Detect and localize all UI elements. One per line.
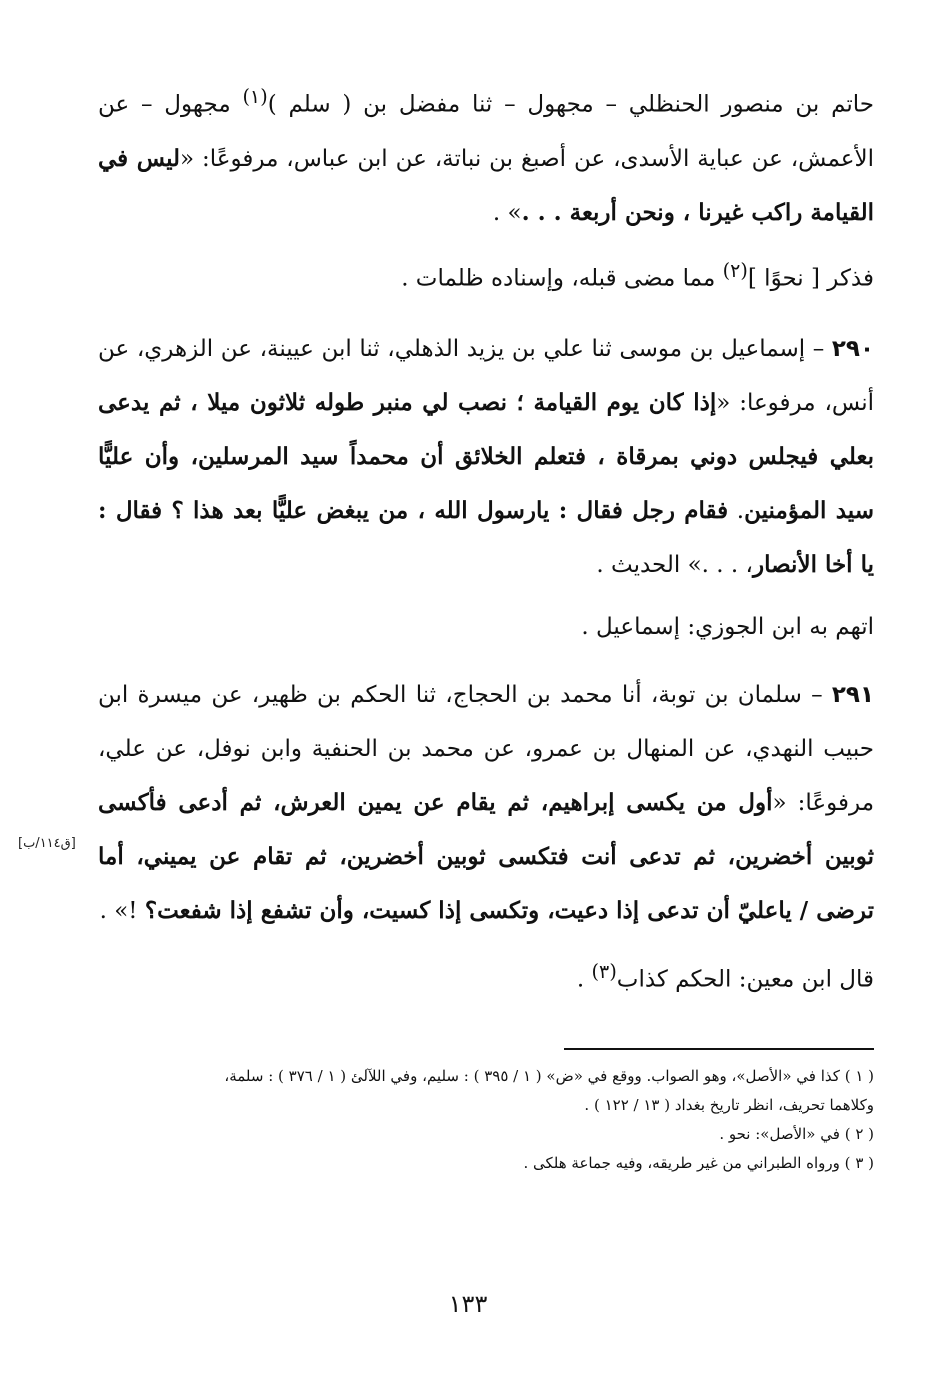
manuscript-folio-note: [ق١١٤/ب]	[18, 836, 76, 851]
hadith-number: ٢٩١	[831, 682, 874, 708]
paragraph-comment	[98, 600, 874, 654]
text: – إسماعيل بن موسى ثنا علي بن يزيد الذهلي، ثنا ابن عيينة، عن الزهري، عن أنس، مرفوعا: «	[98, 336, 874, 416]
hadith-text: ليس في القيامة راكب غيرنا ، ونحن أربعة . . .	[98, 144, 874, 226]
text: قال ابن معين: الحكم كذاب	[616, 966, 874, 993]
footnotes	[94, 1062, 874, 1178]
footnote-3: ( ٣ ) ورواه الطبراني من غير طريقه، وفيه جماعة هلكى .	[523, 1154, 874, 1172]
text: حاتم بن منصور الحنظلي – مجهول – ثنا مفضل بن ( سلم )	[267, 91, 875, 118]
footnote-1-continued: وكلاهما تحريف، انظر تاريخ بغداد ( ١٣ / ١٢٢ ) .	[584, 1096, 874, 1114]
text: اتهم به ابن الجوزي: إسماعيل .	[581, 614, 874, 640]
footnote-divider	[564, 1048, 874, 1050]
footnote-marker-2: (٢)	[722, 259, 748, 282]
text: .	[576, 966, 592, 993]
hadith-number: ٢٩٠	[831, 336, 874, 362]
footnote-marker-1: (١)	[242, 85, 268, 108]
text: مجهول – عن الأعمش، عن عباية الأسدى، عن أصبغ بن نباتة، عن ابن عباس، مرفوعًا: «	[98, 91, 874, 172]
paragraph-hadith-290	[98, 322, 874, 592]
text: فذكر [ نحوًا ]	[747, 265, 874, 292]
paragraph-comment	[98, 244, 874, 306]
hadith-text: فقام رجل فقال : يارسول الله ، من يبغض عليًّا بعد هذا ؟ فقال : يا أخا الأنصار	[98, 497, 874, 578]
footnote-marker-3: (٣)	[591, 960, 617, 983]
paragraph-hadith-291	[98, 668, 874, 938]
text: ، . . .» الحديث .	[596, 552, 753, 578]
paragraph-comment	[98, 945, 874, 1007]
hadith-text: أول من يكسى إبراهيم، ثم يقام عن يمين العرش، ثم أدعى فأكسى ثوبين أخضرين، ثم تدعى أنت فتكسى ثوبين أخضرين، ثم تقام عن يميني، أما ترضى / ياعليّ أن تدعى إذا دعيت، وتكسى إذا كسيت، وأن تشفع إذا شفعت؟	[98, 789, 874, 924]
page-number: ١٣٣	[448, 1290, 488, 1318]
text: » .	[492, 199, 522, 226]
text: .	[728, 498, 745, 524]
footnote-1: ( ١ ) كذا في «الأصل»، وهو الصواب. ووقع في «ض» ( ١ / ٣٩٥ ) : سليم، وفي اللآلئ ( ١ / ٣٧٦ ) : سلمة،	[224, 1067, 874, 1085]
paragraph-continuation	[98, 70, 874, 240]
text: مما مضى قبله، وإسناده ظلمات .	[401, 265, 723, 292]
hadith-text: إذا كان يوم القيامة ؛ نصب لي منبر طوله ثلاثون ميلا ، ثم يدعى بعلي فيجلس دوني بمرقاة ، فتعلم الخلائق أن محمداً سيد المرسلين، وأن عليًّا سيد المؤمنين	[98, 389, 875, 524]
text: !» .	[99, 898, 145, 924]
text: – سلمان بن توبة، أنا محمد بن الحجاج، ثنا الحكم بن ظهير، عن ميسرة ابن حبيب النهدي، عن المنهال بن عمرو، عن محمد بن الحنفية وابن نوفل، عن علي، مرفوعًا: «	[98, 682, 875, 816]
footnote-2: ( ٢ ) في «الأصل»: نحو .	[719, 1125, 874, 1143]
